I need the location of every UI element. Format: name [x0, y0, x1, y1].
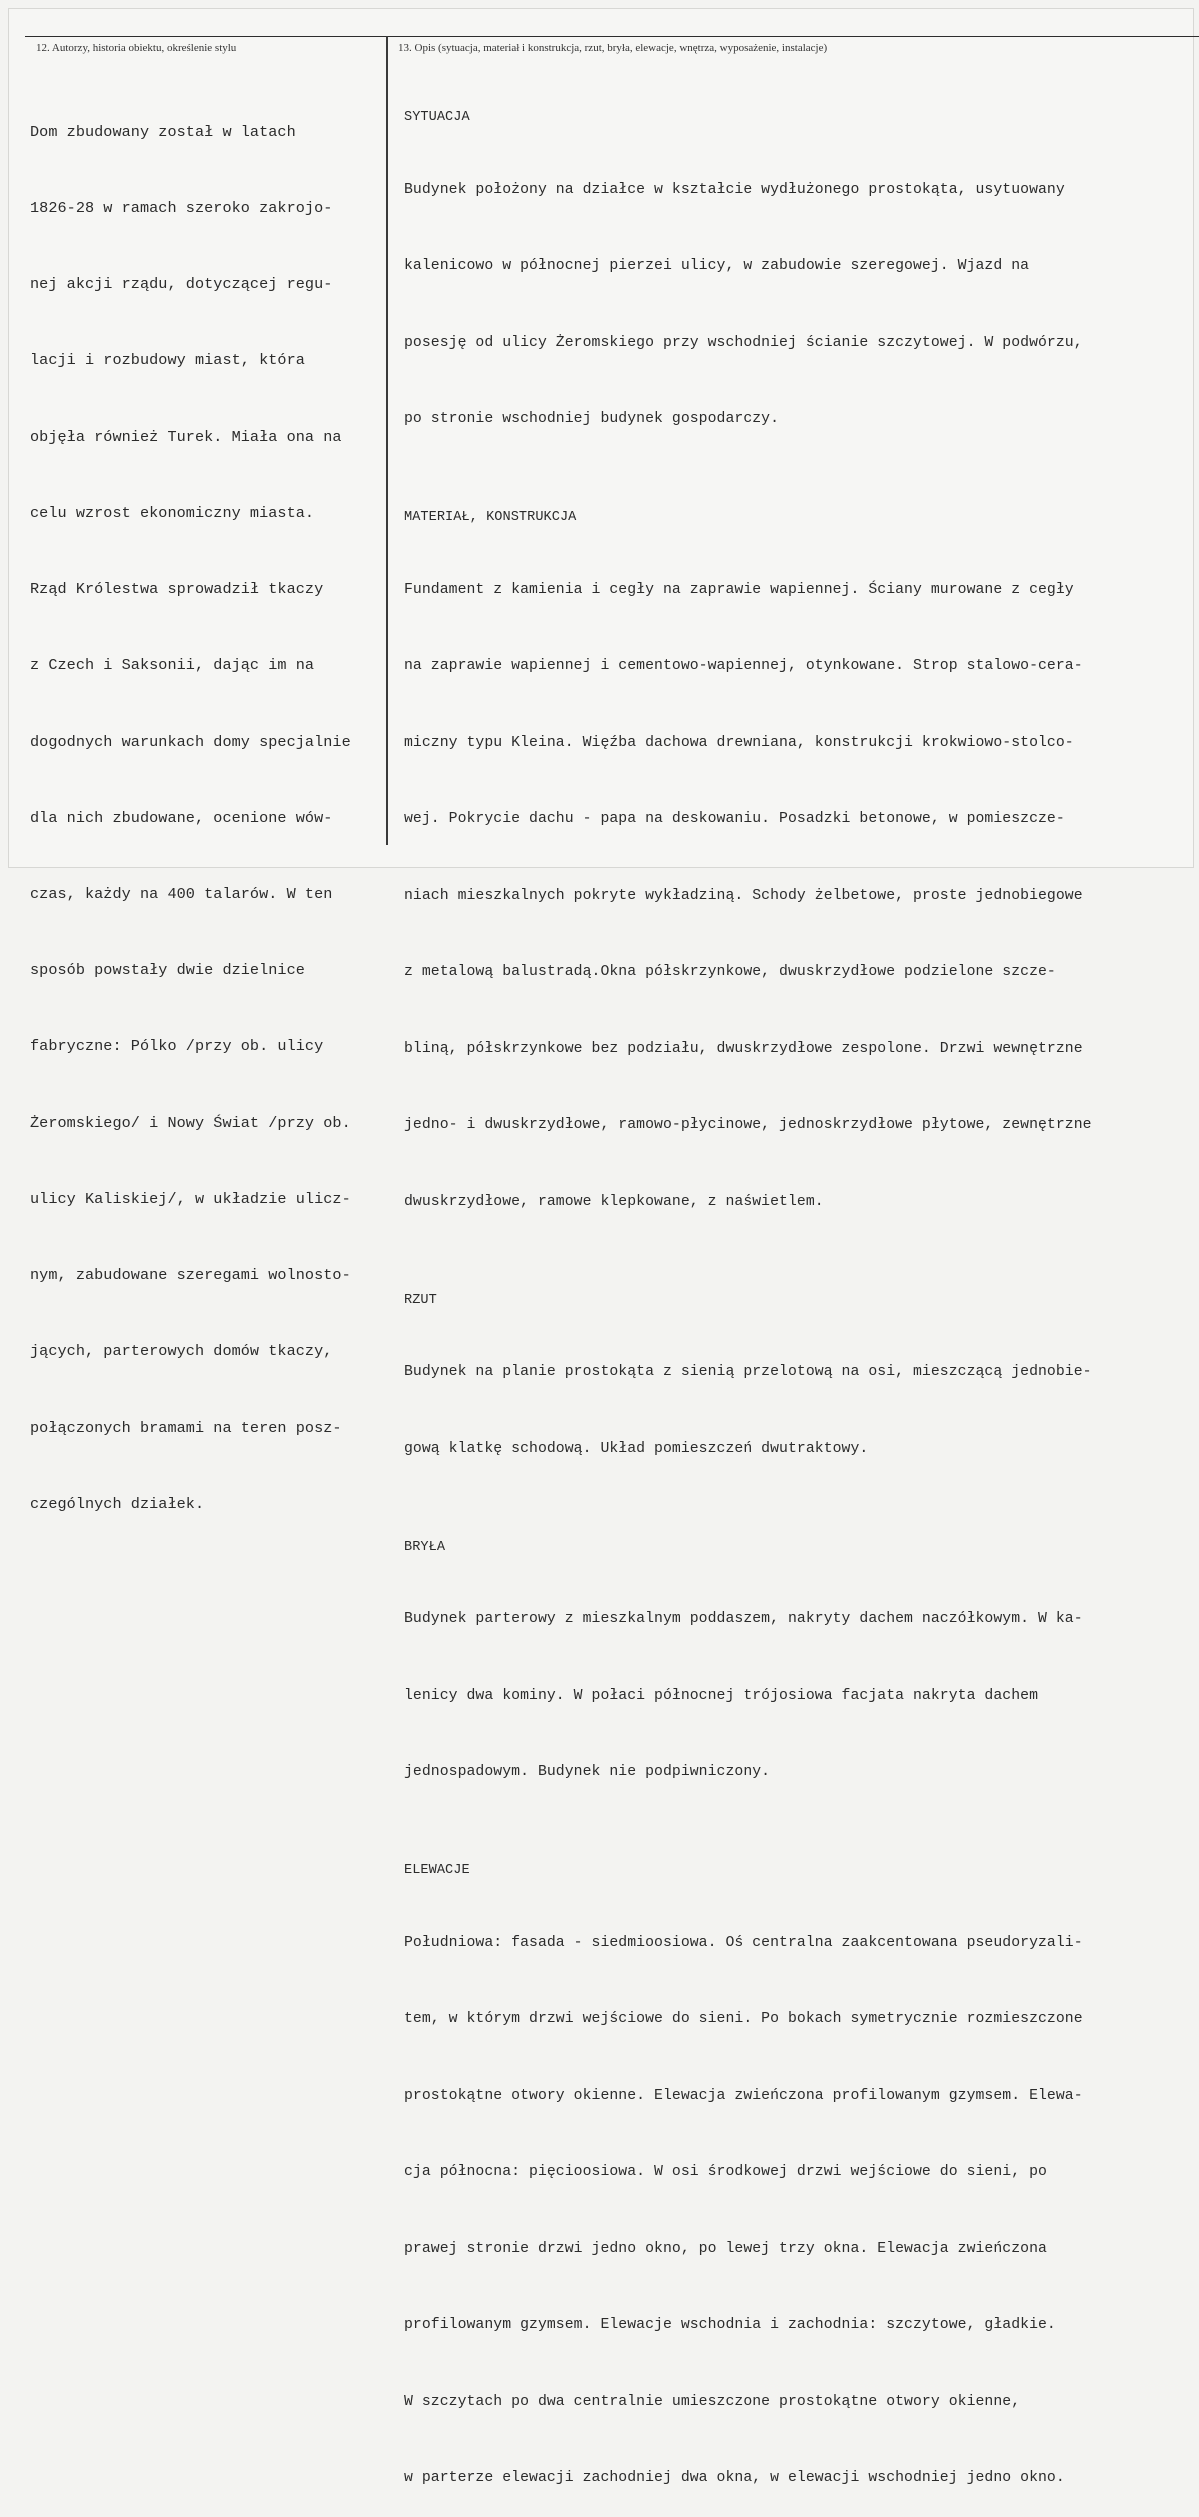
description-line: Budynek położony na działce w kształcie wydłużonego prostokąta, usytuowany: [404, 181, 1065, 198]
history-line: połączonych bramami na teren posz-: [30, 1418, 342, 1437]
section-heading-rzut: RZUT: [404, 1292, 437, 1308]
description-line: dwuskrzydłowe, ramowe klepkowane, z naświetlem.: [404, 1193, 824, 1210]
description-line: cja północna: pięcioosiowa. W osi środkowej drzwi wejściowe do sieni, po: [404, 2164, 1047, 2180]
description-line: Południowa: fasada - siedmioosiowa. Oś centralna zaakcentowana pseudoryzali-: [404, 1934, 1083, 1951]
description-line: jednospadowym. Budynek nie podpiwniczony.: [404, 1764, 771, 1780]
history-line: Żeromskiego/ i Nowy Świat /przy ob.: [30, 1113, 351, 1132]
history-line: lacji i rozbudowy miast, która: [30, 351, 305, 370]
field-13-header: 13. Opis (sytuacja, materiał i konstrukcja, rzut, bryła, elewacje, wnętrza, wyposażenie, instalacje): [398, 42, 828, 54]
history-line: Rząd Królestwa sprowadził tkaczy: [30, 580, 324, 599]
form-top-rule: [25, 36, 1199, 37]
description-line: gową klatkę schodową. Układ pomieszczeń dwutraktowy.: [404, 1440, 869, 1457]
history-line: celu wzrost ekonomiczny miasta.: [30, 503, 315, 522]
description-line: Budynek parterowy z mieszkalnym poddaszem, nakryty dachem naczółkowym. W ka-: [404, 1611, 1083, 1627]
history-line: nym, zabudowane szeregami wolnosto-: [30, 1266, 351, 1285]
description-line: bliną, półskrzynkowe bez podziału, dwuskrzydłowe zespolone. Drzwi wewnętrzne: [404, 1040, 1083, 1057]
history-line: Dom zbudowany został w latach: [30, 122, 296, 141]
description-line: po stronie wschodniej budynek gospodarczy.: [404, 411, 780, 427]
section-heading-material: MATERIAŁ, KONSTRUKCJA: [404, 510, 577, 525]
history-line: objęła również Turek. Miała ona na: [30, 427, 342, 446]
description-line: na zaprawie wapiennej i cementowo-wapiennej, otynkowane. Strop stalowo-cera-: [404, 658, 1083, 674]
description-line: Fundament z kamienia i cegły na zaprawie wapiennej. Ściany murowane z cegły: [404, 581, 1074, 598]
description-line: prostokątne otwory okienne. Elewacja zwieńczona profilowanym gzymsem. Elewa-: [404, 2087, 1083, 2104]
description-line: niach mieszkalnych pokryte wykładziną. Schody żelbetowe, proste jednobiegowe: [404, 887, 1083, 904]
description-line: tem, w którym drzwi wejściowe do sieni. Po bokach symetrycznie rozmieszczone: [404, 2011, 1083, 2027]
section-heading-elewacje: ELEWACJE: [404, 1863, 470, 1878]
description-line: posesję od ulicy Żeromskiego przy wschodniej ścianie szczytowej. W podwórzu,: [404, 334, 1083, 351]
description-line: lenicy dwa kominy. W połaci północnej trójosiowa facjata nakryta dachem: [404, 1687, 1038, 1704]
description-text: [404, 58, 1194, 2517]
history-line: dla nich zbudowane, ocenione wów-: [30, 808, 333, 827]
history-line: z Czech i Saksonii, dając im na: [30, 656, 315, 675]
description-line: miczny typu Kleina. Więźba dachowa drewniana, konstrukcji krokwiowo-stolco-: [404, 734, 1074, 751]
description-line: kalenicowo w północnej pierzei ulicy, w zabudowie szeregowej. Wjazd na: [404, 258, 1030, 274]
description-line: prawej stronie drzwi jedno okno, po lewej trzy okna. Elewacja zwieńczona: [404, 2240, 1047, 2257]
section-heading-bryla: BRYŁA: [404, 1539, 446, 1555]
description-line: profilowanym gzymsem. Elewacje wschodnia i zachodnia: szczytowe, gładkie.: [404, 2317, 1056, 2333]
history-line: ulicy Kaliskiej/, w układzie ulicz-: [30, 1189, 351, 1208]
history-line: czas, każdy na 400 talarów. W ten: [30, 885, 333, 903]
history-line: dogodnych warunkach domy specjalnie: [30, 732, 351, 751]
description-line: wej. Pokrycie dachu - papa na deskowaniu. Posadzki betonowe, w pomieszcze-: [404, 811, 1065, 827]
description-line: W szczytach po dwa centralnie umieszczone prostokątne otwory okienne,: [404, 2393, 1021, 2410]
history-line: 1826-28 w ramach szeroko zakrojo-: [30, 199, 333, 218]
history-line: fabryczne: Pólko /przy ob. ulicy: [30, 1037, 324, 1056]
description-line: z metalową balustradą.Okna półskrzynkowe, dwuskrzydłowe podzielone szcze-: [404, 964, 1056, 980]
history-text: [30, 69, 385, 1543]
description-line: Budynek na planie prostokąta z sienią przelotową na osi, mieszczącą jednobie-: [404, 1364, 1092, 1380]
column-divider: [386, 36, 388, 845]
history-line: nej akcji rządu, dotyczącej regu-: [30, 275, 333, 294]
history-line: sposób powstały dwie dzielnice: [30, 961, 305, 980]
description-line: jedno- i dwuskrzydłowe, ramowo-płycinowe, jednoskrzydłowe płytowe, zewnętrzne: [404, 1117, 1092, 1133]
history-line: czególnych działek.: [30, 1494, 205, 1513]
field-12-header: 12. Autorzy, historia obiektu, określenie stylu: [36, 42, 237, 54]
section-heading-sytuacja: SYTUACJA: [404, 110, 470, 125]
description-line: w parterze elewacji zachodniej dwa okna, w elewacji wschodniej jedno okno.: [404, 2470, 1065, 2486]
history-line: jących, parterowych domów tkaczy,: [30, 1342, 333, 1361]
